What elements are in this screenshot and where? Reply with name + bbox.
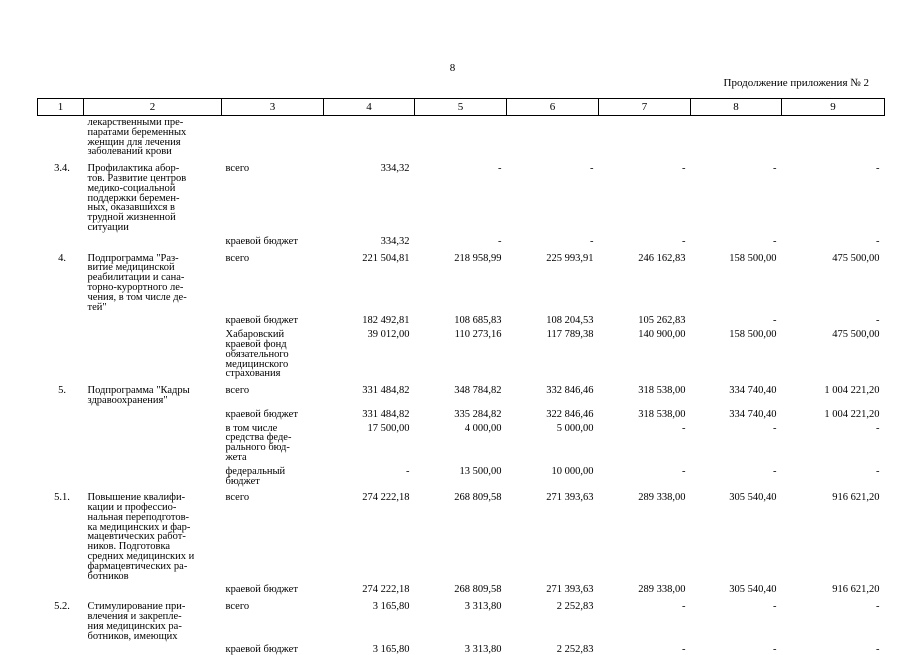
page-number: 8 [0, 62, 905, 74]
row-name: лекарственными пре- паратами беременных женщин для лечения заболеваний крови [84, 116, 222, 158]
funding-source: краевой бюджет [222, 406, 324, 420]
value-cell [782, 116, 885, 158]
value-cell: - [599, 463, 691, 487]
value-cell: 1 004 221,20 [782, 406, 885, 420]
table-row [38, 581, 885, 595]
table-row [38, 326, 885, 379]
row-number: 3.4. [38, 157, 84, 233]
value-cell: - [782, 420, 885, 463]
row-number [38, 326, 84, 379]
value-cell: 108 685,83 [415, 312, 507, 326]
table-row [38, 157, 885, 233]
value-cell: 108 204,53 [507, 312, 599, 326]
table-row [38, 463, 885, 487]
value-cell: 3 313,80 [415, 641, 507, 655]
row-name: Стимулирование при- влечения и закрепле- ния медицинских ра- ботников, имеющих [84, 595, 222, 641]
value-cell: 334,32 [324, 233, 415, 247]
funding-source: всего [222, 157, 324, 233]
value-cell: 1 004 221,20 [782, 379, 885, 406]
value-cell: 305 540,40 [691, 581, 782, 595]
value-cell: - [691, 420, 782, 463]
table-row [38, 420, 885, 463]
value-cell: - [782, 595, 885, 641]
value-cell: - [691, 312, 782, 326]
value-cell: 221 504,81 [324, 247, 415, 313]
budget-table [37, 98, 885, 655]
value-cell: 105 262,83 [599, 312, 691, 326]
value-cell: - [599, 641, 691, 655]
value-cell: 289 338,00 [599, 486, 691, 581]
value-cell: 218 958,99 [415, 247, 507, 313]
row-name: Профилактика абор- тов. Развитие центров медико-социальной поддержки беремен- ных, оказавшихся в трудной жизненной ситуации [84, 157, 222, 233]
value-cell: 271 393,63 [507, 486, 599, 581]
table-row [38, 406, 885, 420]
column-header: 1 [38, 99, 84, 116]
row-number [38, 581, 84, 595]
funding-source: краевой бюджет [222, 312, 324, 326]
value-cell: 916 621,20 [782, 581, 885, 595]
funding-source: краевой бюджет [222, 641, 324, 655]
value-cell: - [782, 157, 885, 233]
value-cell [415, 116, 507, 158]
value-cell: 268 809,58 [415, 581, 507, 595]
value-cell [507, 116, 599, 158]
row-number: 5.2. [38, 595, 84, 641]
value-cell: 3 165,80 [324, 595, 415, 641]
funding-source: всего [222, 379, 324, 406]
value-cell: 332 846,46 [507, 379, 599, 406]
value-cell [599, 116, 691, 158]
value-cell: 334 740,40 [691, 379, 782, 406]
value-cell: 322 846,46 [507, 406, 599, 420]
column-header: 8 [691, 99, 782, 116]
row-name [84, 233, 222, 247]
column-header: 2 [84, 99, 222, 116]
value-cell: 225 993,91 [507, 247, 599, 313]
value-cell: 475 500,00 [782, 247, 885, 313]
header-row [38, 99, 885, 116]
table-row [38, 595, 885, 641]
value-cell: 331 484,82 [324, 379, 415, 406]
row-name: Подпрограмма "Кадры здравоохранения" [84, 379, 222, 406]
value-cell: 13 500,00 [415, 463, 507, 487]
value-cell: - [691, 157, 782, 233]
column-header: 9 [782, 99, 885, 116]
value-cell: 39 012,00 [324, 326, 415, 379]
funding-source: всего [222, 486, 324, 581]
value-cell: - [691, 595, 782, 641]
value-cell [324, 116, 415, 158]
value-cell: - [599, 233, 691, 247]
column-header: 7 [599, 99, 691, 116]
funding-source: федеральный бюджет [222, 463, 324, 487]
table-row [38, 641, 885, 655]
value-cell: 246 162,83 [599, 247, 691, 313]
value-cell: - [782, 312, 885, 326]
value-cell: 348 784,82 [415, 379, 507, 406]
value-cell: - [691, 233, 782, 247]
table-body [38, 116, 885, 655]
table-row [38, 312, 885, 326]
funding-source: краевой бюджет [222, 233, 324, 247]
value-cell: - [599, 157, 691, 233]
value-cell: 2 252,83 [507, 595, 599, 641]
row-number [38, 641, 84, 655]
row-name [84, 581, 222, 595]
funding-source: краевой бюджет [222, 581, 324, 595]
row-number [38, 406, 84, 420]
column-header: 3 [222, 99, 324, 116]
row-name [84, 641, 222, 655]
row-number [38, 233, 84, 247]
value-cell: 318 538,00 [599, 406, 691, 420]
value-cell: 475 500,00 [782, 326, 885, 379]
value-cell: - [782, 233, 885, 247]
continuation-caption: Продолжение приложения № 2 [724, 77, 869, 89]
value-cell: 268 809,58 [415, 486, 507, 581]
funding-source: в том числе средства феде- рального бюд- жета [222, 420, 324, 463]
row-name [84, 463, 222, 487]
table-row [38, 247, 885, 313]
value-cell [691, 116, 782, 158]
row-name [84, 406, 222, 420]
table-row [38, 379, 885, 406]
value-cell: 2 252,83 [507, 641, 599, 655]
row-number: 4. [38, 247, 84, 313]
value-cell: 318 538,00 [599, 379, 691, 406]
value-cell: 289 338,00 [599, 581, 691, 595]
row-name [84, 420, 222, 463]
value-cell: 10 000,00 [507, 463, 599, 487]
funding-source: Хабаровский краевой фонд обязательного медицинского страхования [222, 326, 324, 379]
value-cell: 331 484,82 [324, 406, 415, 420]
row-number: 5.1. [38, 486, 84, 581]
value-cell: 916 621,20 [782, 486, 885, 581]
funding-source: всего [222, 247, 324, 313]
value-cell: 117 789,38 [507, 326, 599, 379]
funding-source [222, 116, 324, 158]
value-cell: 17 500,00 [324, 420, 415, 463]
value-cell: 4 000,00 [415, 420, 507, 463]
value-cell: 140 900,00 [599, 326, 691, 379]
row-number [38, 116, 84, 158]
column-header: 6 [507, 99, 599, 116]
row-number: 5. [38, 379, 84, 406]
value-cell: - [415, 233, 507, 247]
value-cell: - [415, 157, 507, 233]
row-name: Повышение квалифи- кации и профессио- нальная переподготов- ка медицинских и фар- мацевтических работ- ников. Подготовка средних медицинских и фармацевтических ра- ботников [84, 486, 222, 581]
value-cell: - [324, 463, 415, 487]
value-cell: 110 273,16 [415, 326, 507, 379]
value-cell: - [782, 463, 885, 487]
value-cell: 158 500,00 [691, 326, 782, 379]
value-cell: - [782, 641, 885, 655]
column-header: 4 [324, 99, 415, 116]
value-cell: 305 540,40 [691, 486, 782, 581]
value-cell: 335 284,82 [415, 406, 507, 420]
value-cell: 274 222,18 [324, 486, 415, 581]
row-number [38, 420, 84, 463]
row-number [38, 312, 84, 326]
funding-source: всего [222, 595, 324, 641]
value-cell: 182 492,81 [324, 312, 415, 326]
value-cell: 274 222,18 [324, 581, 415, 595]
row-name: Подпрограмма "Раз- витие медицинской реабилитации и сана- торно-курортного ле- чения, в том числе де- тей" [84, 247, 222, 313]
row-number [38, 463, 84, 487]
value-cell: 271 393,63 [507, 581, 599, 595]
row-name [84, 312, 222, 326]
value-cell: - [599, 595, 691, 641]
column-header: 5 [415, 99, 507, 116]
value-cell: - [691, 463, 782, 487]
value-cell: 3 313,80 [415, 595, 507, 641]
value-cell: 334,32 [324, 157, 415, 233]
table-row [38, 486, 885, 581]
value-cell: - [599, 420, 691, 463]
value-cell: 3 165,80 [324, 641, 415, 655]
table-row [38, 116, 885, 158]
value-cell: 5 000,00 [507, 420, 599, 463]
value-cell: - [507, 157, 599, 233]
value-cell: - [691, 641, 782, 655]
value-cell: - [507, 233, 599, 247]
value-cell: 334 740,40 [691, 406, 782, 420]
table-row [38, 233, 885, 247]
value-cell: 158 500,00 [691, 247, 782, 313]
row-name [84, 326, 222, 379]
